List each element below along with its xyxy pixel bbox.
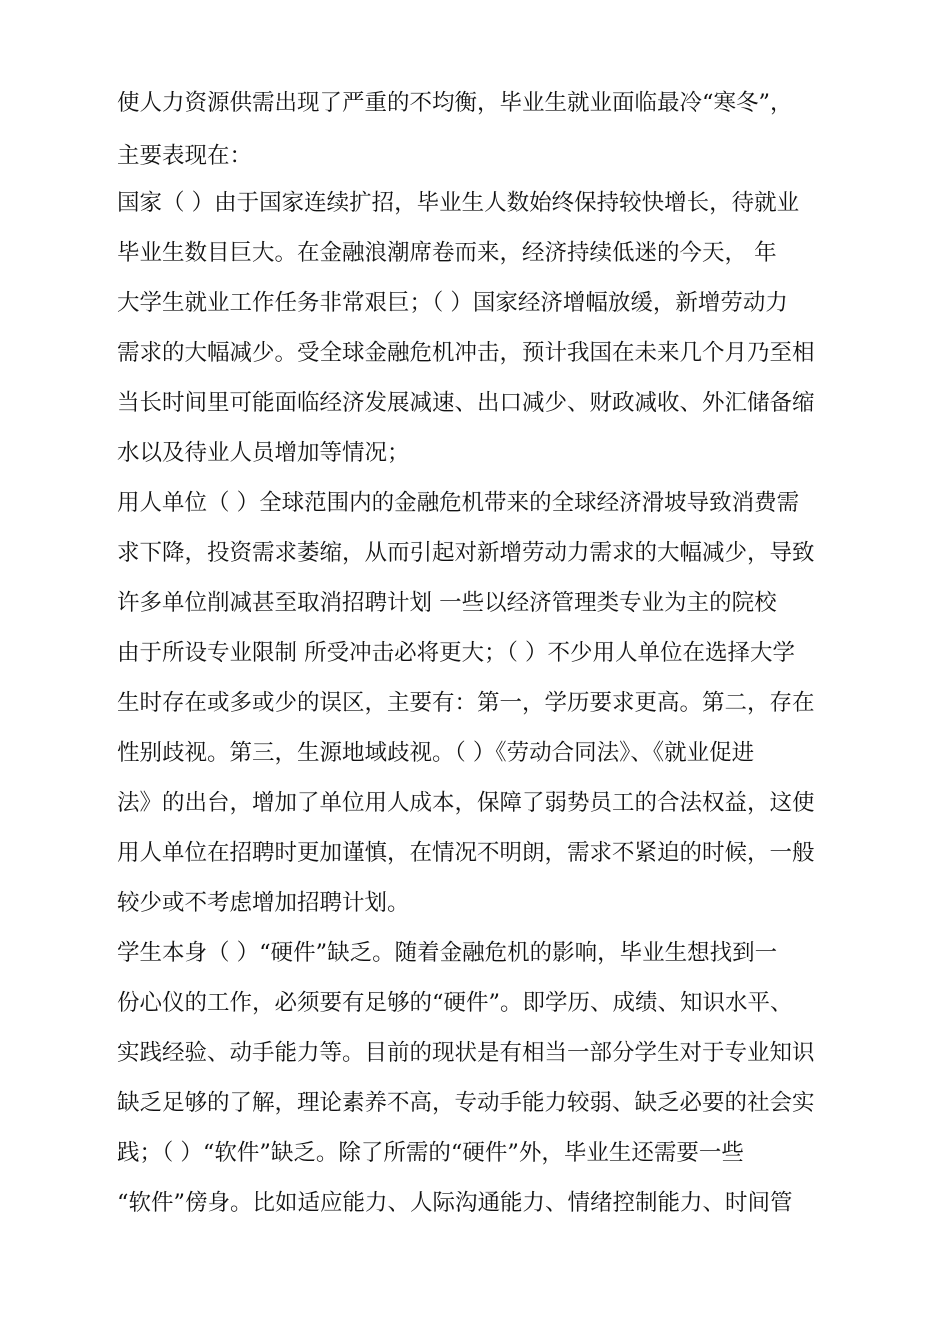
text-line: 份心仪的工作，必须要有足够的“硬件”。即学历、成绩、知识水平、 [117, 990, 793, 1016]
text-line: 用人单位（ ）全球范围内的金融危机带来的全球经济滑坡导致消费需 [117, 490, 800, 516]
text-line: 当长时间里可能面临经济发展减速、出口减少、财政减收、外汇储备缩 [117, 390, 815, 416]
text-line: 求下降，投资需求萎缩，从而引起对新增劳动力需求的大幅减少，导致 [117, 540, 815, 566]
text-line: 性别歧视。第三，生源地域歧视。（ ）《劳动合同法》、《就业促进 [117, 740, 755, 766]
text-line: 国家（ ）由于国家连续扩招，毕业生人数始终保持较快增长，待就业 [117, 190, 800, 216]
text-line: 学生本身（ ）“硬件”缺乏。随着金融危机的影响，毕业生想找到一 [117, 940, 778, 966]
text-line: 许多单位削减甚至取消招聘计划 一些以经济管理类专业为主的院校 [117, 590, 777, 616]
text-line: 由于所设专业限制 所受冲击必将更大；（ ）不少用人单位在选择大学 [117, 640, 796, 666]
text-line: 毕业生数目巨大。在金融浪潮席卷而来，经济持续低迷的今天， 年 [117, 240, 777, 266]
text-line: 需求的大幅减少。受全球金融危机冲击，预计我国在未来几个月乃至相 [117, 340, 815, 366]
text-line: “软件”傍身。比如适应能力、人际沟通能力、情绪控制能力、时间管 [117, 1190, 793, 1216]
text-line: 践；（ ）“软件”缺乏。除了所需的“硬件”外，毕业生还需要一些 [117, 1140, 744, 1166]
text-line: 实践经验、动手能力等。目前的现状是有相当一部分学生对于专业知识 [117, 1040, 815, 1066]
text-line: 使人力资源供需出现了严重的不均衡，毕业生就业面临最冷“寒冬”， [117, 90, 793, 116]
text-line: 较少或不考虑增加招聘计划。 [117, 890, 410, 916]
text-line: 生时存在或多或少的误区，主要有：第一，学历要求更高。第二，存在 [117, 690, 815, 716]
text-line: 缺乏足够的了解，理论素养不高，专动手能力较弱、缺乏必要的社会实 [117, 1090, 815, 1116]
text-line: 水以及待业人员增加等情况； [117, 440, 410, 466]
text-line: 主要表现在： [117, 143, 253, 169]
text-line: 大学生就业工作任务非常艰巨；（ ）国家经济增幅放缓，新增劳动力 [117, 290, 788, 316]
text-line: 用人单位在招聘时更加谨慎，在情况不明朗，需求不紧迫的时候，一般 [117, 840, 815, 866]
text-line: 法》的出台，增加了单位用人成本，保障了弱势员工的合法权益，这使 [117, 790, 815, 816]
